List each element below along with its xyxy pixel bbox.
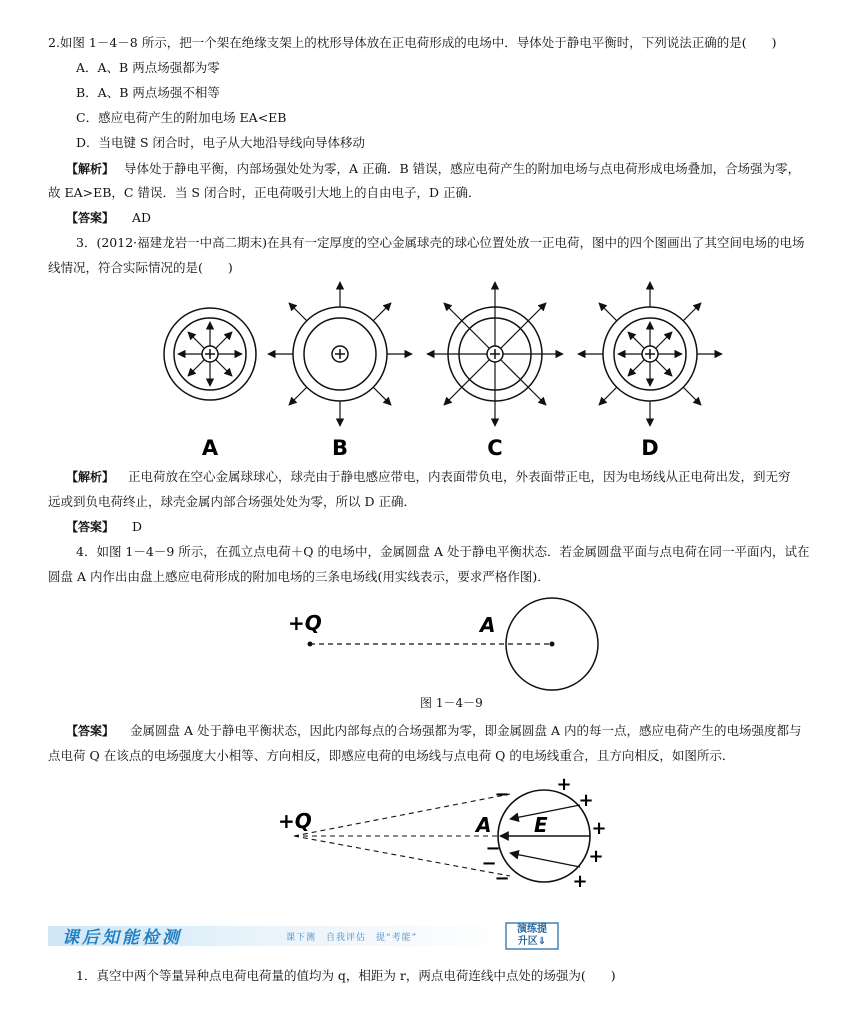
label-c: C (487, 436, 503, 460)
q4-answer-figure (274, 770, 624, 890)
q2-analysis-cont: 故 EA>EB，C 错误．当 S 闭合时，正电荷吸引大地上的自由电子，D 正确． (48, 185, 481, 200)
answer-label: 【答案】 (66, 520, 115, 534)
analysis-text: 导体处于静电平衡，内部场强处处为零，A 正确．B 错误，感应电荷产生的附加电场与点电荷形成电场叠加，合场强为零， (124, 161, 801, 176)
q2-option-b: B．A、B 两点场强不相等 (76, 85, 220, 100)
plus-charge: + (572, 871, 588, 890)
plus-charge: + (578, 790, 594, 811)
plus-charge: + (591, 818, 607, 839)
answer-value: AD (132, 210, 152, 225)
analysis-label: 【解析】 (66, 162, 115, 176)
diagram-b (268, 282, 412, 426)
banner-title: 课后知能检测 (62, 928, 182, 948)
minus-charge: − (494, 868, 510, 889)
q4-answer-cont: 点电荷 Q 在该点的电场强度大小相等、方向相反，即感应电荷的电场线与点电荷 Q 的电场线重合，且方向相反，如图所示． (48, 748, 735, 763)
label-b: B (331, 436, 349, 460)
minus-charge: − (481, 853, 497, 874)
diagram-a (164, 308, 256, 400)
diagram-c (427, 282, 563, 426)
badge-line1: 演练提 (517, 924, 547, 935)
plus-charge: + (556, 774, 572, 795)
q4-stem: 4．如图 1－4－9 所示，在孤立点电荷＋Q 的电场中，金属圆盘 A 处于静电平衡状态．若金属圆盘平面与点电荷在同一平面内，试在 (76, 544, 810, 559)
disk-label: A (476, 813, 492, 837)
q3-answer (66, 518, 142, 536)
q3-analysis-cont: 远或到负电荷终止，球壳金属内部合场强处处为零，所以 D 正确． (48, 494, 416, 509)
answer-label: 【答案】 (66, 724, 115, 738)
badge-line2: 升区⇓ (517, 936, 547, 947)
charge-label: +Q (288, 611, 322, 635)
disk-label: A (480, 613, 496, 637)
plus-charge: + (588, 846, 604, 867)
banner-badge (508, 924, 556, 948)
q2-analysis (66, 160, 800, 178)
field-label: E (534, 813, 548, 837)
q2-answer (66, 209, 151, 227)
next-question: 1．真空中两个等量异种点电荷电荷量的值均为 q，相距为 r，两点电荷连线中点处的场强为( ) (76, 968, 616, 983)
q2-option-d: D．当电键 S 闭合时，电子从大地沿导线向导体移动 (76, 135, 366, 150)
figure-caption: 图 1－4－9 (420, 696, 483, 710)
minus-charge: − (485, 838, 501, 859)
label-d: D (641, 436, 659, 460)
banner-slogan: 课下测 自我评估 提“考能” (286, 933, 418, 943)
q4-stem-cont: 圆盘 A 内作出由盘上感应电荷形成的附加电场的三条电场线(用实线表示，要求严格作图)． (48, 569, 550, 584)
answer-label: 【答案】 (66, 211, 115, 225)
answer-value: D (132, 519, 143, 534)
analysis-label: 【解析】 (66, 470, 115, 484)
q3-stem-cont: 线情况，符合实际情况的是( ) (48, 260, 233, 275)
q2-option-c: C．感应电荷产生的附加电场 EA<EB (76, 110, 287, 125)
q4-answer (66, 722, 801, 740)
q3-figure (150, 278, 730, 460)
diagram-d (578, 282, 722, 426)
charge-label: +Q (278, 809, 312, 833)
q4-figure (280, 592, 610, 692)
q2-option-a: A．A、B 两点场强都为零 (76, 60, 220, 75)
q3-analysis (66, 468, 791, 486)
label-a: A (201, 436, 219, 460)
q3-stem: 3．(2012·福建龙岩一中高二期末)在具有一定厚度的空心金属球壳的球心位置处放一正电荷，图中的四个图画出了其空间电场的电场 (76, 235, 805, 250)
answer-text: 金属圆盘 A 处于静电平衡状态，因此内部每点的合场强都为零，即金属圆盘 A 内的每一点，感应电荷产生的电场强度都与 (130, 723, 802, 738)
q2-stem: 2.如图 1－4－8 所示，把一个架在绝缘支架上的枕形导体放在正电荷形成的电场中．导体处于静电平衡时，下列说法正确的是( ) (48, 35, 777, 50)
minus-charge: − (494, 784, 510, 805)
section-banner (48, 922, 568, 950)
analysis-text: 正电荷放在空心金属球球心，球壳由于静电感应带电，内表面带负电，外表面带正电，因为电场线从正电荷出发，到无穷 (128, 469, 791, 484)
